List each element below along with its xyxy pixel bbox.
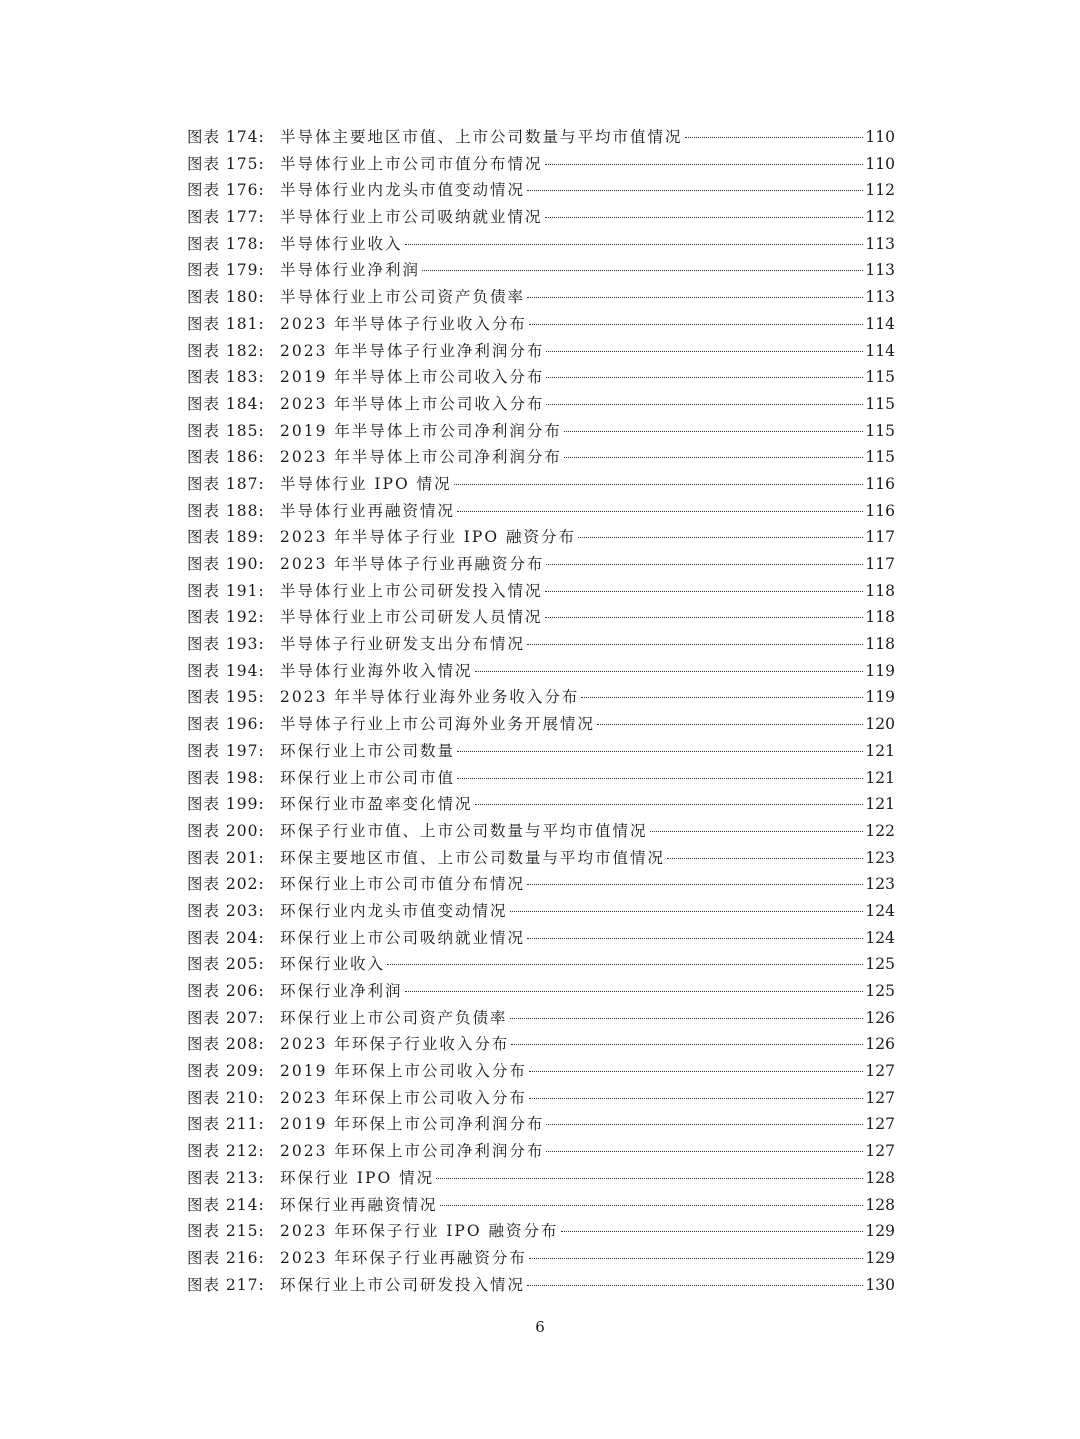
toc-entry-title[interactable]: 半导体行业 IPO 情况 (280, 474, 452, 493)
toc-entry[interactable] (187, 151, 895, 178)
toc-entry[interactable] (187, 444, 895, 471)
toc-entry[interactable] (187, 418, 895, 445)
toc-entry[interactable] (187, 1031, 895, 1058)
toc-entry-title[interactable]: 环保行业市盈率变化情况 (280, 795, 473, 814)
toc-entry-page-number[interactable]: 116 (865, 474, 895, 493)
dot-leader (546, 351, 863, 352)
dot-leader (597, 724, 863, 725)
toc-entry-title[interactable]: 2023 年半导体子行业再融资分布 (280, 555, 545, 573)
toc-entry-label: 图表 189: (187, 528, 265, 547)
dot-leader (436, 1178, 863, 1179)
toc-entry-page-number[interactable]: 129 (865, 1222, 895, 1241)
toc-entry-label: 图表 203: (187, 901, 265, 920)
dot-leader (546, 1151, 863, 1152)
toc-entry-label: 图表 179: (187, 261, 265, 280)
toc-entry-title[interactable]: 半导体主要地区市值、上市公司数量与平均市值情况 (280, 128, 683, 146)
toc-entry-page-number[interactable]: 113 (865, 261, 895, 280)
toc-entry-page-number[interactable]: 115 (865, 448, 895, 467)
toc-entry[interactable] (187, 684, 895, 711)
dot-leader (667, 858, 863, 859)
toc-entry-page-number[interactable]: 128 (865, 1168, 895, 1187)
toc-entry-label: 图表 205: (187, 955, 265, 974)
toc-entry-title[interactable]: 环保行业内龙头市值变动情况 (280, 901, 508, 920)
toc-entry-page-number[interactable]: 129 (865, 1248, 895, 1267)
toc-entry-page-number[interactable]: 120 (865, 715, 895, 734)
toc-entry-title[interactable]: 半导体行业上市公司市值分布情况 (280, 154, 543, 173)
toc-entry-page-number[interactable]: 114 (865, 341, 895, 360)
toc-entry[interactable] (187, 631, 895, 658)
toc-entry-title[interactable]: 2019 年环保上市公司收入分布 (280, 1062, 527, 1081)
toc-entry[interactable] (187, 951, 895, 978)
toc-entry-label: 图表 185: (187, 421, 265, 440)
toc-entry-label: 图表 192: (187, 608, 265, 627)
toc-entry-page-number[interactable]: 127 (865, 1142, 895, 1161)
dot-leader (545, 217, 864, 218)
dot-leader (529, 1098, 864, 1099)
dot-leader (527, 884, 863, 885)
toc-entry-title[interactable]: 2023 年环保上市公司净利润分布 (280, 1142, 545, 1161)
toc-entry[interactable] (187, 978, 895, 1005)
dot-leader (527, 297, 863, 298)
dot-leader (511, 1044, 863, 1045)
toc-entry[interactable] (187, 1111, 895, 1138)
toc-entry[interactable] (187, 765, 895, 792)
toc-entry-title[interactable]: 半导体行业海外收入情况 (280, 661, 473, 680)
toc-entry-title[interactable]: 半导体行业上市公司研发投入情况 (280, 581, 543, 600)
toc-entry-title[interactable]: 半导体子行业上市公司海外业务开展情况 (280, 715, 596, 734)
toc-entry-label: 图表 217: (187, 1275, 265, 1294)
toc-entry-title[interactable]: 环保行业上市公司研发投入情况 (280, 1275, 526, 1294)
toc-entry-title[interactable]: 环保行业上市公司市值 (280, 768, 456, 787)
toc-entry-page-number[interactable]: 124 (865, 901, 895, 920)
toc-entry-page-number[interactable]: 117 (865, 555, 895, 573)
toc-entry-label: 图表 207: (187, 1008, 265, 1027)
toc-entry-label: 图表 196: (187, 715, 265, 734)
toc-entry-page-number[interactable]: 115 (865, 368, 895, 387)
toc-entry-page-number[interactable]: 127 (865, 1062, 895, 1081)
toc-entry[interactable] (187, 311, 895, 338)
dot-leader (457, 751, 863, 752)
toc-entry[interactable] (187, 498, 895, 525)
toc-entry-label: 图表 214: (187, 1195, 265, 1214)
toc-entry-page-number[interactable]: 115 (865, 421, 895, 440)
dot-leader (564, 431, 864, 432)
dot-leader (422, 270, 863, 271)
dot-leader (564, 457, 864, 458)
toc-entry-title[interactable]: 环保行业上市公司吸纳就业情况 (280, 928, 526, 947)
dot-leader (454, 484, 864, 485)
toc-entry-label: 图表 180: (187, 288, 265, 307)
toc-entry-page-number[interactable]: 110 (865, 154, 895, 173)
toc-entry[interactable] (187, 338, 895, 365)
toc-entry[interactable] (187, 204, 895, 231)
dot-leader (475, 671, 864, 672)
toc-entry-page-number[interactable]: 123 (865, 848, 895, 867)
toc-entry-title[interactable]: 2023 年半导体子行业收入分布 (280, 314, 527, 333)
toc-entry-page-number[interactable]: 126 (865, 1008, 895, 1027)
toc-entry-label: 图表 213: (187, 1168, 265, 1187)
toc-entry-title[interactable]: 2023 年半导体上市公司净利润分布 (280, 448, 562, 467)
toc-entry-page-number[interactable]: 128 (865, 1195, 895, 1214)
page-number: 6 (535, 1318, 545, 1336)
dot-leader (457, 511, 863, 512)
toc-entry-page-number[interactable]: 116 (865, 501, 895, 520)
toc-entry-label: 图表 197: (187, 741, 265, 760)
toc-entry-label: 图表 175: (187, 154, 265, 173)
dot-leader (546, 564, 863, 565)
toc-entry-label: 图表 199: (187, 795, 265, 814)
toc-entry-title[interactable]: 2023 年半导体子行业净利润分布 (280, 341, 545, 360)
toc-entry-page-number[interactable]: 127 (865, 1088, 895, 1107)
dot-leader (529, 1071, 864, 1072)
toc-entry[interactable] (187, 471, 895, 498)
toc-entry-page-number[interactable]: 125 (865, 982, 895, 1000)
toc-entry[interactable] (187, 1138, 895, 1165)
toc-entry-title[interactable]: 半导体行业再融资情况 (280, 501, 456, 520)
dot-leader (545, 617, 864, 618)
toc-entry[interactable] (187, 845, 895, 872)
toc-entry[interactable] (187, 231, 895, 258)
toc-entry-label: 图表 198: (187, 768, 265, 787)
toc-entry[interactable] (187, 738, 895, 765)
toc-entry-label: 图表 181: (187, 314, 265, 333)
toc-entry-label: 图表 215: (187, 1222, 265, 1241)
toc-entry-title[interactable]: 环保行业净利润 (280, 982, 403, 1000)
toc-entry-title[interactable]: 环保行业上市公司资产负债率 (280, 1008, 508, 1027)
toc-entry[interactable] (187, 1218, 895, 1245)
dot-leader (546, 1124, 863, 1125)
toc-entry-page-number[interactable]: 115 (865, 394, 895, 413)
dot-leader (510, 911, 864, 912)
toc-entry-page-number[interactable]: 118 (865, 635, 895, 654)
toc-entry-page-number[interactable]: 117 (865, 528, 895, 547)
toc-entry-label: 图表 187: (187, 474, 265, 493)
toc-entry[interactable] (187, 1165, 895, 1192)
toc-entry-title[interactable]: 2023 年环保子行业 IPO 融资分布 (280, 1222, 559, 1241)
toc-entry[interactable] (187, 818, 895, 845)
toc-entry-page-number[interactable]: 123 (865, 875, 895, 894)
dot-leader (405, 991, 864, 992)
toc-entry-label: 图表 177: (187, 208, 265, 227)
toc-entry[interactable] (187, 658, 895, 685)
toc-entry-page-number[interactable]: 118 (865, 608, 895, 627)
toc-entry-page-number[interactable]: 119 (865, 661, 895, 680)
toc-entry-label: 图表 183: (187, 368, 265, 387)
toc-entry-title[interactable]: 环保行业再融资情况 (280, 1195, 438, 1214)
dot-leader (545, 591, 864, 592)
toc-entry-title[interactable]: 半导体行业上市公司资产负债率 (280, 288, 526, 307)
toc-entry-label: 图表 206: (187, 982, 265, 1000)
toc-entry-page-number[interactable]: 113 (865, 234, 895, 253)
toc-entry-label: 图表 190: (187, 555, 265, 573)
toc-entry-title[interactable]: 2023 年半导体子行业 IPO 融资分布 (280, 528, 576, 547)
toc-entry-label: 图表 209: (187, 1062, 265, 1081)
toc-entry[interactable] (187, 124, 895, 151)
toc-entry[interactable] (187, 284, 895, 311)
toc-entry-page-number[interactable]: 122 (865, 821, 895, 840)
toc-entry[interactable] (187, 1005, 895, 1032)
dot-leader (650, 831, 864, 832)
toc-entry-label: 图表 194: (187, 661, 265, 680)
toc-entry-label: 图表 210: (187, 1088, 265, 1107)
toc-entry[interactable] (187, 1085, 895, 1112)
toc-entry-label: 图表 208: (187, 1035, 265, 1054)
toc-entry-label: 图表 186: (187, 448, 265, 467)
toc-entry[interactable] (187, 1192, 895, 1219)
toc-entry-page-number[interactable]: 118 (865, 581, 895, 600)
toc-entry-title[interactable]: 环保行业 IPO 情况 (280, 1168, 435, 1187)
toc-entry[interactable] (187, 177, 895, 204)
toc-entry-title[interactable]: 2023 年环保子行业再融资分布 (280, 1248, 527, 1267)
toc-entry-page-number[interactable]: 119 (865, 688, 895, 707)
toc-entry-title[interactable]: 环保子行业市值、上市公司数量与平均市值情况 (280, 821, 648, 840)
toc-entry-title[interactable]: 半导体行业上市公司研发人员情况 (280, 608, 543, 627)
toc-entry[interactable] (187, 604, 895, 631)
toc-entry-title[interactable]: 半导体子行业研发支出分布情况 (280, 635, 526, 654)
toc-entry-page-number[interactable]: 112 (865, 208, 895, 227)
dot-leader (685, 137, 864, 138)
toc-entry[interactable] (187, 1245, 895, 1272)
toc-entry-title[interactable]: 环保行业上市公司数量 (280, 741, 456, 760)
toc-entry-label: 图表 188: (187, 501, 265, 520)
toc-entry-title[interactable]: 2023 年环保子行业收入分布 (280, 1035, 510, 1054)
dot-leader (510, 1018, 864, 1019)
dot-leader (545, 164, 864, 165)
dot-leader (578, 537, 863, 538)
toc-entry[interactable] (187, 1058, 895, 1085)
toc-entry[interactable] (187, 711, 895, 738)
toc-entry-page-number[interactable]: 124 (865, 928, 895, 947)
toc-entry-label: 图表 182: (187, 341, 265, 360)
dot-leader (527, 938, 863, 939)
toc-entry-page-number[interactable]: 110 (865, 128, 895, 146)
toc-entry[interactable] (187, 257, 895, 284)
toc-entry-page-number[interactable]: 130 (865, 1275, 895, 1294)
dot-leader (457, 778, 863, 779)
toc-entry-page-number[interactable]: 125 (865, 955, 895, 974)
toc-entry-page-number[interactable]: 121 (865, 741, 895, 760)
dot-leader (475, 804, 864, 805)
toc-entry-title[interactable]: 2019 年半导体上市公司收入分布 (280, 368, 545, 387)
toc-entry-title[interactable]: 环保行业上市公司市值分布情况 (280, 875, 526, 894)
toc-entry-title[interactable]: 半导体行业收入 (280, 234, 403, 253)
toc-entry-label: 图表 216: (187, 1248, 265, 1267)
dot-leader (387, 964, 863, 965)
dot-leader (527, 190, 863, 191)
toc-entry-title[interactable]: 2019 年环保上市公司净利润分布 (280, 1115, 545, 1134)
toc-entry[interactable] (187, 1272, 895, 1299)
dot-leader (529, 1258, 864, 1259)
toc-entry-label: 图表 212: (187, 1142, 265, 1161)
toc-entry-label: 图表 202: (187, 875, 265, 894)
dot-leader (546, 377, 863, 378)
dot-leader (561, 1231, 864, 1232)
toc-entry-page-number[interactable]: 113 (865, 288, 895, 307)
toc-entry-title[interactable]: 半导体行业上市公司吸纳就业情况 (280, 208, 543, 227)
toc-entry-title[interactable]: 环保主要地区市值、上市公司数量与平均市值情况 (280, 848, 666, 867)
toc-entry[interactable] (187, 551, 895, 578)
toc-entry-label: 图表 200: (187, 821, 265, 840)
toc-entry-label: 图表 176: (187, 181, 265, 200)
toc-entry[interactable] (187, 791, 895, 818)
toc-entry-title[interactable]: 半导体行业净利润 (280, 261, 421, 280)
toc-entry-title[interactable]: 半导体行业内龙头市值变动情况 (280, 181, 526, 200)
toc-entry-title[interactable]: 2019 年半导体上市公司净利润分布 (280, 421, 562, 440)
toc-entry-label: 图表 184: (187, 394, 265, 413)
dot-leader (546, 404, 863, 405)
toc-entry[interactable] (187, 364, 895, 391)
toc-entry[interactable] (187, 524, 895, 551)
toc-entry-label: 图表 201: (187, 848, 265, 867)
toc-entry-label: 图表 211: (187, 1115, 265, 1134)
toc-entry-page-number[interactable]: 112 (865, 181, 895, 200)
dot-leader (529, 324, 864, 325)
dot-leader (581, 697, 863, 698)
toc-entry-label: 图表 204: (187, 928, 265, 947)
dot-leader (440, 1205, 864, 1206)
toc-entry[interactable] (187, 871, 895, 898)
toc-entry-page-number[interactable]: 114 (865, 314, 895, 333)
dot-leader (405, 244, 864, 245)
toc-entry[interactable] (187, 578, 895, 605)
toc-entry[interactable] (187, 391, 895, 418)
toc-entry-page-number[interactable]: 121 (865, 795, 895, 814)
dot-leader (527, 644, 863, 645)
dot-leader (527, 1285, 863, 1286)
toc-entry-label: 图表 174: (187, 128, 265, 146)
toc-entry-label: 图表 195: (187, 688, 265, 707)
toc-entry-label: 图表 191: (187, 581, 265, 600)
toc-entry-page-number[interactable]: 121 (865, 768, 895, 787)
toc-entry-title[interactable]: 2023 年环保上市公司收入分布 (280, 1088, 527, 1107)
toc-entry-title[interactable]: 2023 年半导体行业海外业务收入分布 (280, 688, 580, 707)
toc-entry-label: 图表 193: (187, 635, 265, 654)
toc-entry-title[interactable]: 环保行业收入 (280, 955, 386, 974)
toc-entry-page-number[interactable]: 126 (865, 1035, 895, 1054)
toc-entry[interactable] (187, 898, 895, 925)
toc-entry-title[interactable]: 2023 年半导体上市公司收入分布 (280, 394, 545, 413)
toc-entry-label: 图表 178: (187, 234, 265, 253)
toc-entry[interactable] (187, 925, 895, 952)
toc-entry-page-number[interactable]: 127 (865, 1115, 895, 1134)
table-of-figures (187, 124, 895, 1298)
